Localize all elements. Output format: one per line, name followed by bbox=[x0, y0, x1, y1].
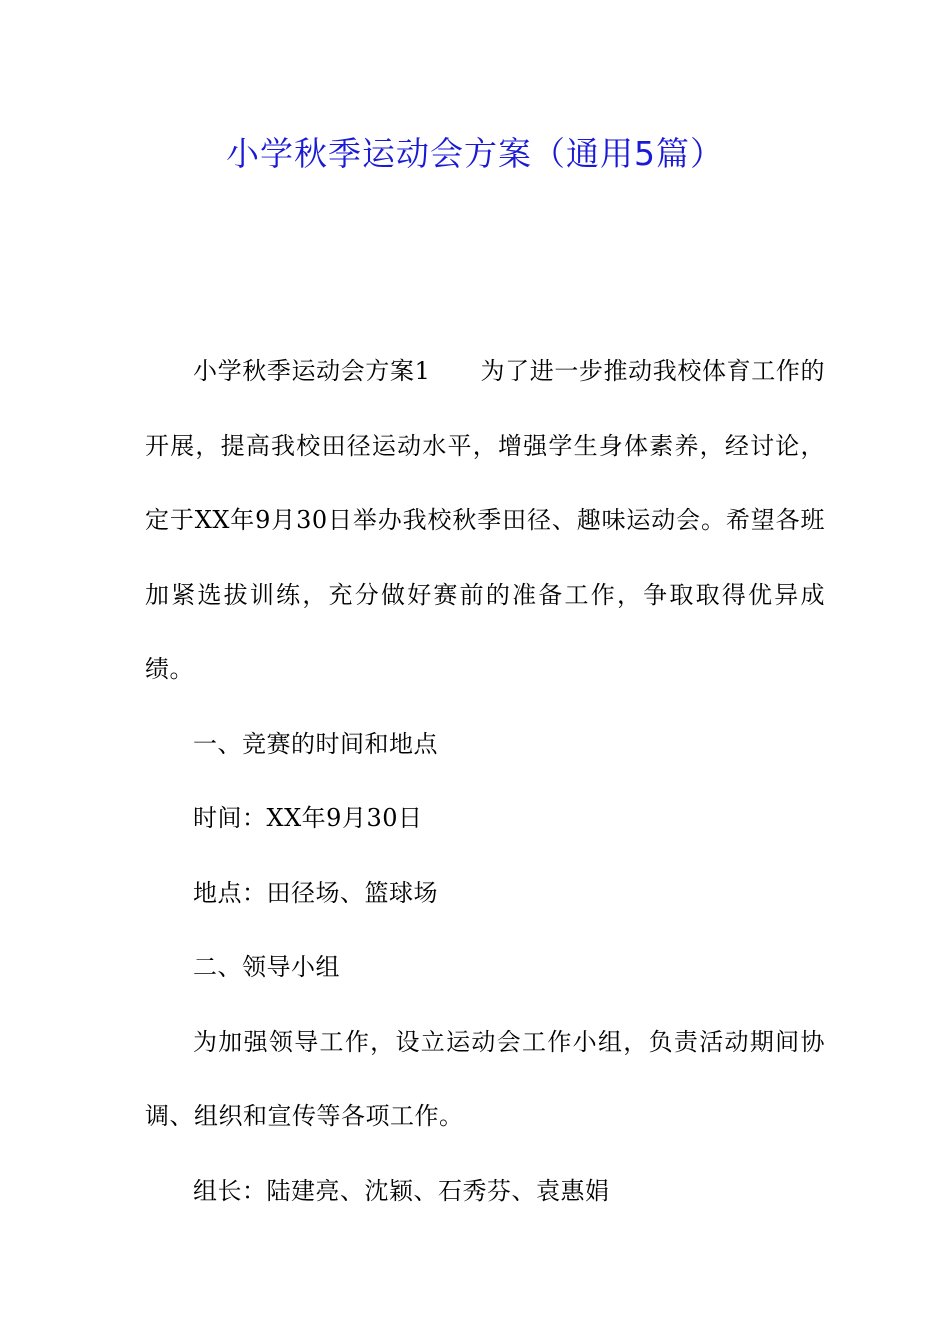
heading-time-location: 一、竞赛的时间和地点 bbox=[193, 729, 438, 758]
document-title: 小学秋季运动会方案（通用5篇） bbox=[226, 134, 724, 173]
location-line: 地点：田径场、篮球场 bbox=[193, 878, 438, 907]
intro-paragraph bbox=[145, 334, 825, 707]
time-line: 时间：XX年9月30日 bbox=[193, 804, 423, 832]
document-body bbox=[145, 334, 825, 1228]
leadership-paragraph: 为加强领导工作，设立运动会工作小组，负责活动期间协调、组织和宣传等各项工作。 bbox=[145, 1027, 825, 1130]
heading-leadership: 二、领导小组 bbox=[193, 953, 340, 981]
section-heading: 小学秋季运动会方案1 bbox=[193, 357, 431, 385]
intro-text: 为了进一步推动我校体育工作的开展，提高我校田径运动水平，增强学生身体素养，经讨论，定于XX年9月30日举办我校秋季田径、趣味运动会。希望各班加紧选拔训练，充分做好赛前的准备工作，争取取得优异成绩。 bbox=[145, 357, 825, 683]
leader-names: 组长：陆建亮、沈颖、石秀芬、袁惠娟 bbox=[193, 1176, 610, 1205]
